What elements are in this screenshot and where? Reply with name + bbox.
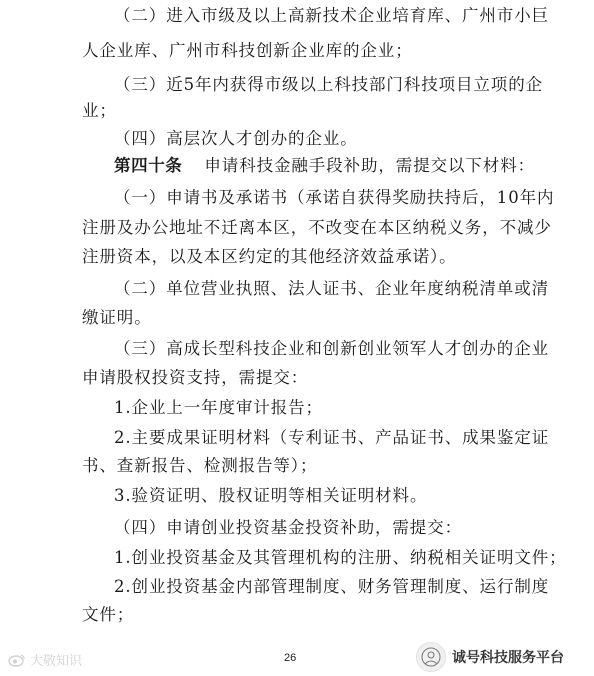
- text-line: （四）高层次人才创办的企业。: [114, 129, 358, 148]
- text-line: 3.验资证明、股权证明等相关证明材料。: [114, 486, 428, 505]
- text-line: 1.企业上一年度审计报告；: [114, 398, 323, 417]
- text-line: 文件；: [82, 605, 135, 624]
- text-line: 注册资本，以及本区约定的其他经济效益承诺）。: [82, 247, 457, 266]
- text-line: （三）高成长型科技企业和创新创业领军人才创办的企业: [114, 339, 549, 358]
- article-number: 第四十条: [114, 156, 183, 175]
- text-line: 1.创业投资基金及其管理机构的注册、纳税相关证明文件；: [114, 548, 567, 567]
- wechat-avatar-icon: [416, 642, 446, 672]
- article-text: 申请科技金融手段补助，需提交以下材料：: [204, 156, 536, 175]
- text-line: （三）近5年内获得市级以上科技部门科技项目立项的企: [114, 75, 543, 94]
- text-line: 2.创业投资基金内部管理制度、财务管理制度、运行制度: [114, 577, 550, 596]
- text-line: 申请股权投资支持，需提交：: [82, 368, 309, 387]
- text-line: （二）进入市级及以上高新技术企业培育库、广州市小巨: [114, 6, 549, 25]
- text-line: 人企业库、广州市科技创新企业库的企业；: [82, 41, 413, 60]
- weibo-logo-icon: [8, 653, 26, 667]
- text-line: （一）申请书及承诺书（承诺自获得奖励扶持后，10年内: [114, 188, 555, 207]
- article-heading: [114, 156, 535, 176]
- text-line: 注册及办公地址不迁离本区，不改变在本区纳税义务，不减少: [82, 218, 552, 237]
- watermark-left-text: 大敬知识: [30, 654, 83, 669]
- text-line: 业；: [82, 101, 117, 120]
- text-line: 2.主要成果证明材料（专利证书、产品证书、成果鉴定证: [114, 428, 550, 447]
- text-line: 缴证明。: [82, 308, 152, 327]
- watermark-right-text: 诚号科技服务平台: [452, 650, 564, 666]
- watermark-right: [416, 642, 564, 672]
- page-number: 26: [284, 652, 297, 664]
- watermark-left: [8, 650, 82, 669]
- text-line: 书、查新报告、检测报告等）；: [82, 456, 318, 475]
- text-line: （二）单位营业执照、法人证书、企业年度纳税清单或清: [114, 279, 549, 298]
- text-line: （四）申请创业投资基金投资补助，需提交：: [114, 518, 462, 537]
